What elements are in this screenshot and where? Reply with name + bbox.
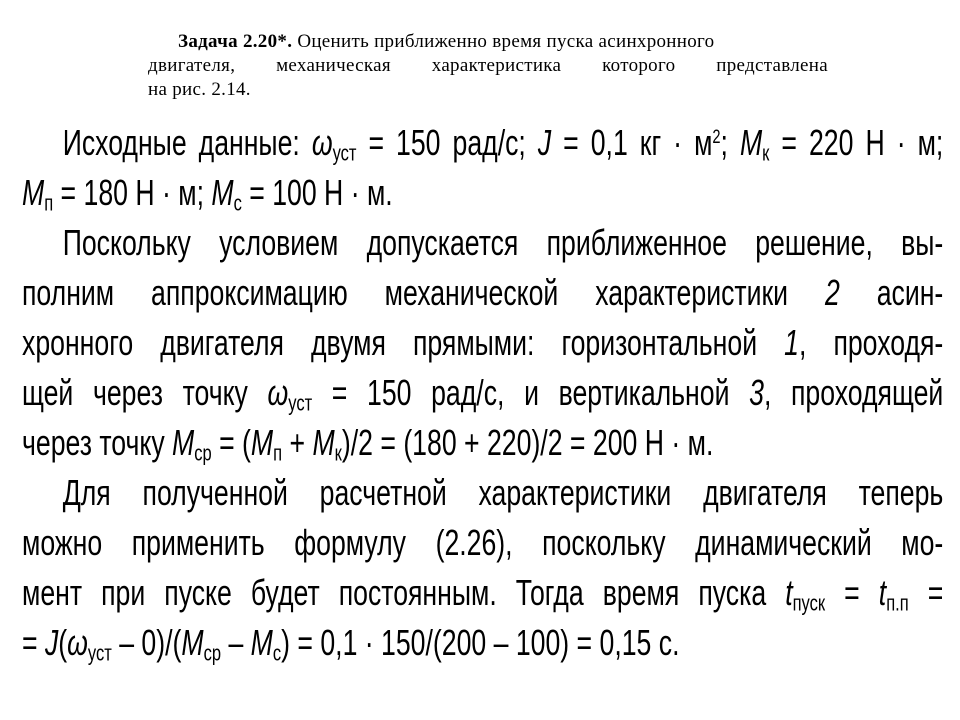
result-line-4: = $J(\omega_{уст} - 0)/(M_{ср} - M_с) = 0,1 \cdot 150/(200 - 100) = 0,15$ с.	[22, 622, 680, 666]
result-line-3: мент при пуске будет постоянным. Тогда время пуска $t_{пуск} = t_{п.п}$ =	[22, 572, 944, 616]
result-line-1: Для полученной расчетной характеристики двигателя теперь	[62, 472, 944, 513]
given-data-line-1: Исходные данные: $\omega_{уст} = 150$ рад/с; J = 0,1 кг · $м^2$; $M_к = 220$ Н · м;	[62, 122, 944, 166]
approx-line-4: щей через точку $\omega_{уст} = 150$ рад/с, и вертикальной 3, проходящей	[22, 372, 944, 416]
approx-line-1: Поскольку условием допускается приближенное решение, вы-	[62, 222, 944, 263]
solution-text	[22, 118, 943, 668]
result-line-2: можно применить формулу (2.26), поскольку динамический мо-	[22, 522, 944, 563]
problem-line-3: на рис. 2.14.	[148, 79, 251, 100]
approx-line-5: через точку $M_{ср} = (M_п + M_к)/2 = (180 + 220)/2 = 200$ Н · м.	[22, 422, 714, 466]
problem-label: Задача 2.20*.	[178, 31, 293, 52]
problem-line-2: двигателя, механическая характеристика которого представлена	[148, 55, 828, 76]
problem-line-1: Задача 2.20*. Оценить приближенно время пуска асинхронного	[178, 31, 715, 52]
approx-line-3: хронного двигателя двумя прямыми: горизонтальной 1, проходя-	[22, 322, 944, 363]
approx-line-2: полним аппроксимацию механической характеристики 2 асин-	[22, 272, 944, 313]
given-data-line-2: $M_п = 180$ Н · м; $M_с = 100$ Н · м.	[22, 172, 393, 216]
problem-statement	[148, 30, 828, 102]
